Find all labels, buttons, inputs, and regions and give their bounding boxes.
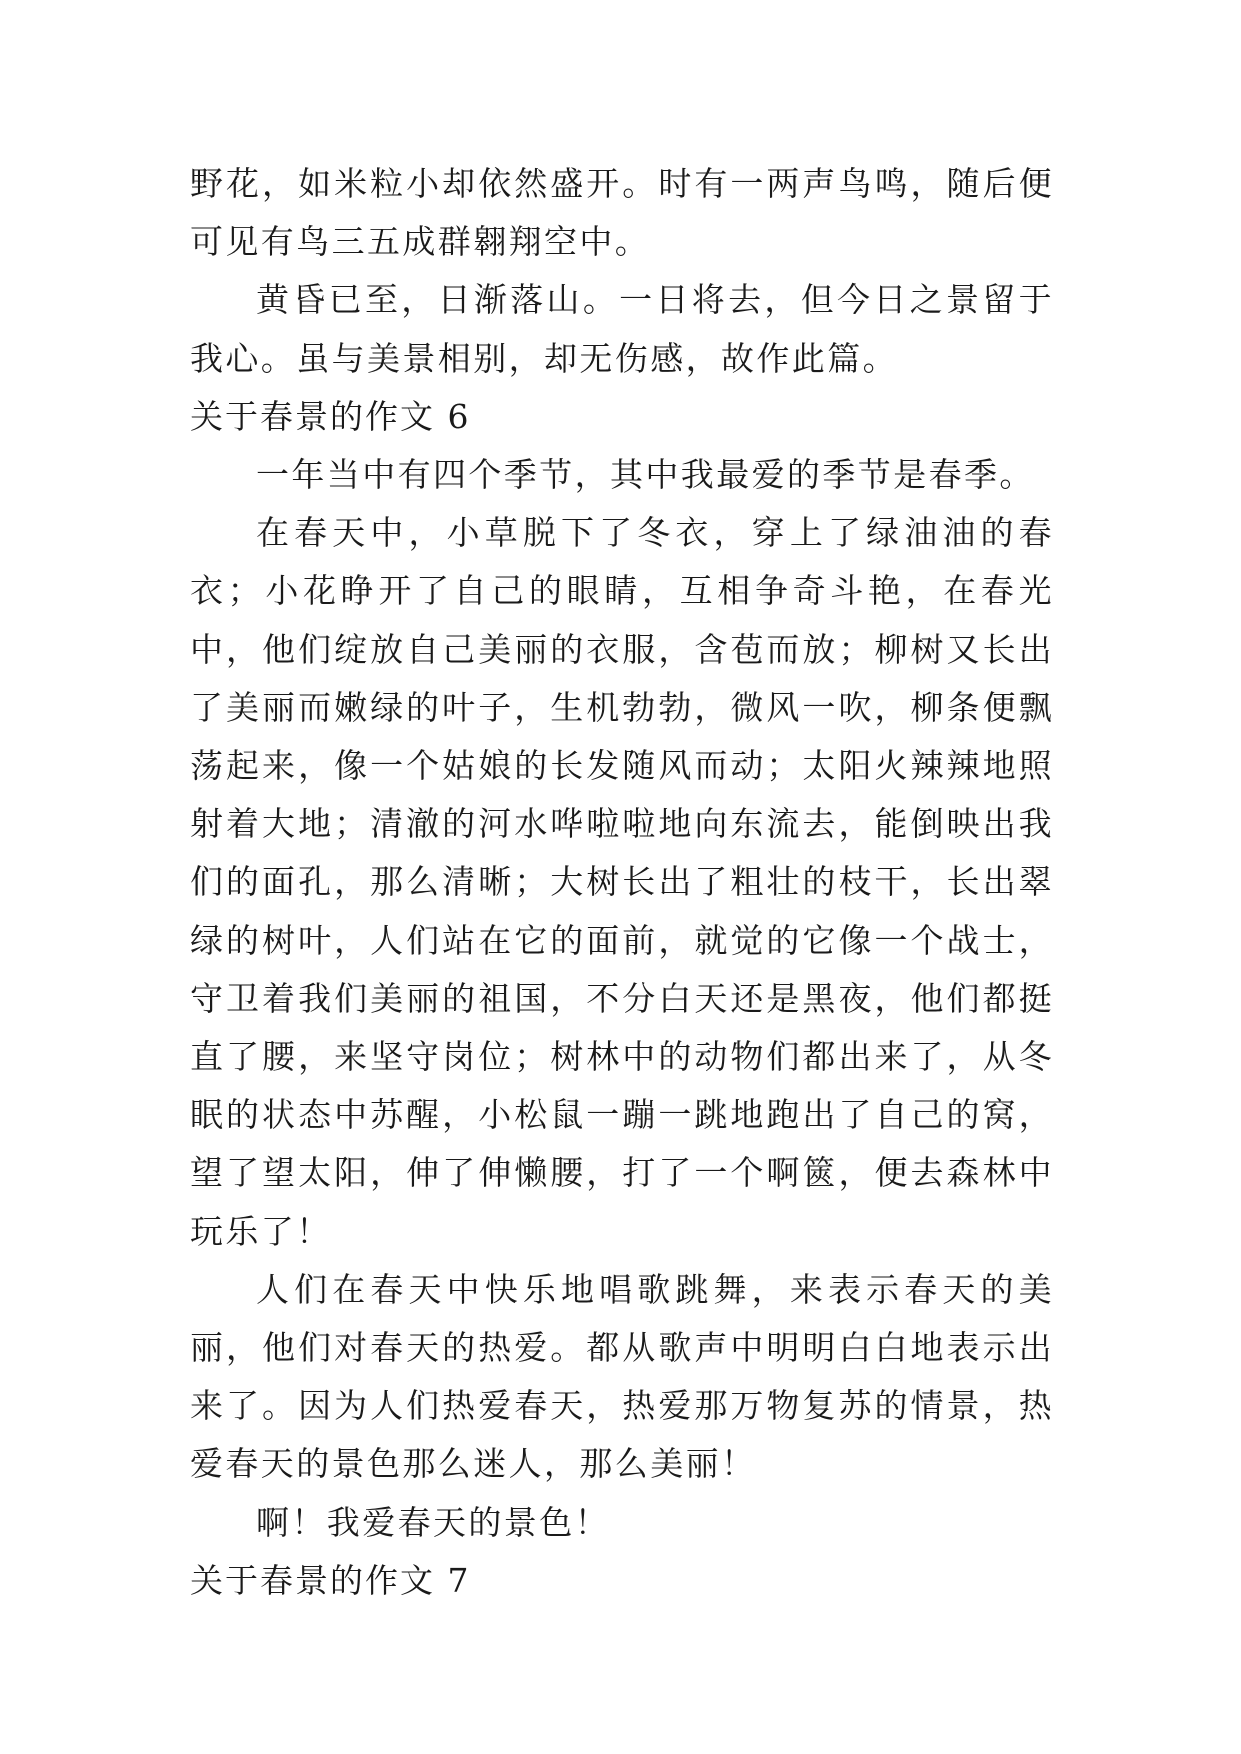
paragraph: 黄昏已至，日渐落山。一日将去，但今日之景留于我心。虽与美景相别，却无伤感，故作此篇。: [190, 280, 1054, 378]
section-heading: 关于春景的作文 7: [190, 1560, 471, 1600]
paragraph: 一年当中有四个季节，其中我最爱的季节是春季。: [256, 455, 1035, 495]
paragraph: 人们在春天中快乐地唱歌跳舞，来表示春天的美丽，他们对春天的热爱。都从歌声中明明白白地表示出来了。因为人们热爱春天，热爱那万物复苏的情景，热爱春天的景色那么迷人，那么美丽！: [190, 1269, 1054, 1484]
section-heading: 关于春景的作文 6: [190, 396, 471, 436]
paragraph: 野花，如米粒小却依然盛开。时有一两声鸟鸣，随后便可见有鸟三五成群翱翔空中。: [190, 164, 1054, 262]
paragraph: 啊！我爱春天的景色！: [256, 1502, 610, 1542]
paragraph: 在春天中，小草脱下了冬衣，穿上了绿油油的春衣；小花睁开了自己的眼睛，互相争奇斗艳，在春光中，他们绽放自己美丽的衣服，含苞而放；柳树又长出了美丽而嫩绿的叶子，生机勃勃，微风一吹，柳条便飘荡起来，像一个姑娘的长发随风而动；太阳火辣辣地照射着大地；清澈的河水哗啦啦地向东流去，能倒映出我们的面孔，那么清晰；大树长出了粗壮的枝干，长出翠绿的树叶，人们站在它的面前，就觉的它像一个战士，守卫着我们美丽的祖国，不分白天还是黑夜，他们都挺直了腰，来坚守岗位；树林中的动物们都出来了，从冬眠的状态中苏醒，小松鼠一蹦一跳地跑出了自己的窝，望了望太阳，伸了伸懒腰，打了一个啊篋，便去森林中玩乐了！: [190, 513, 1054, 1251]
document-body: [190, 155, 1054, 1610]
